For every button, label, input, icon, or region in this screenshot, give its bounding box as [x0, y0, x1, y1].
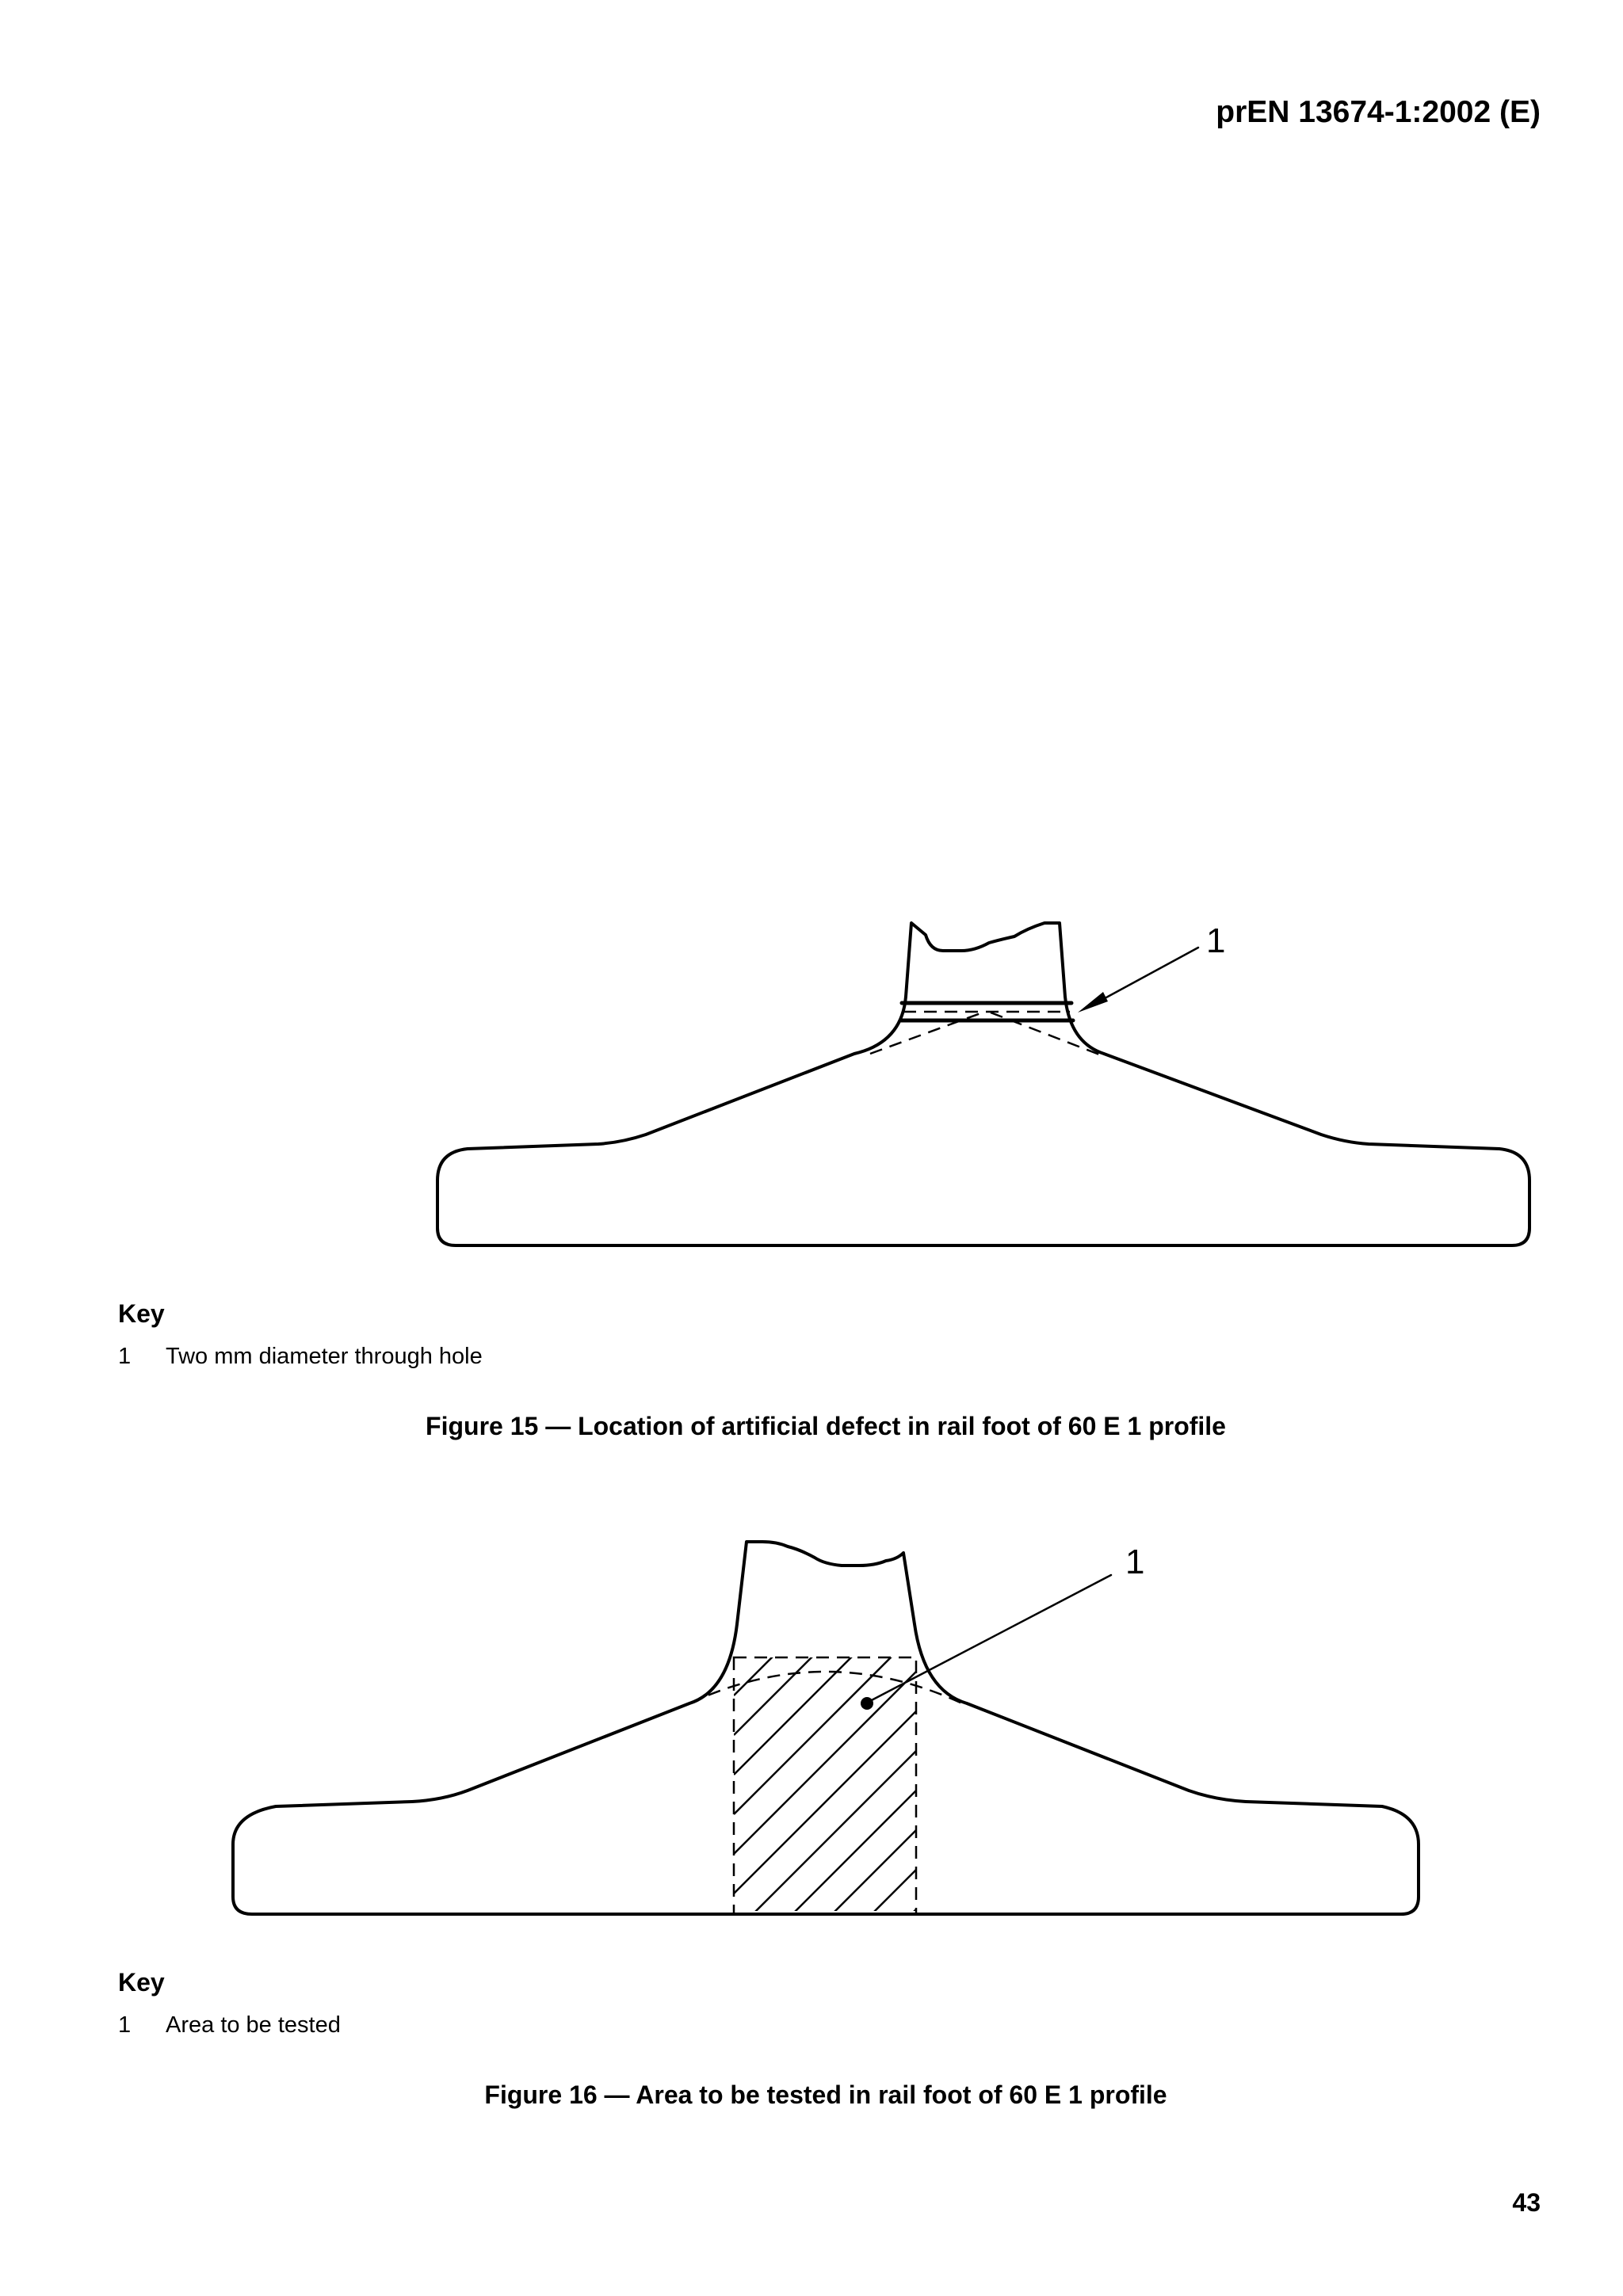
figure-16-callout-number: 1	[1125, 1543, 1145, 1581]
figure-16-drawing	[0, 1521, 1623, 1933]
page-number: 43	[1512, 2188, 1541, 2217]
figure-15-key-heading: Key	[118, 1299, 165, 1328]
figure-15-key-item	[118, 1344, 483, 1370]
fillet-dashed-arc	[689, 1672, 962, 1703]
figure-15-caption: Figure 15 — Location of artificial defect in rail foot of 60 E 1 profile	[426, 1412, 1226, 1440]
figure-16-key-item	[118, 2012, 341, 2039]
key-item-text: Two mm diameter through hole	[166, 1344, 483, 1369]
callout-leader-line	[869, 1575, 1111, 1702]
figure-16-key-heading: Key	[118, 1968, 165, 1997]
figure-15-drawing	[0, 903, 1623, 1268]
document-id: prEN 13674-1:2002 (E)	[1216, 95, 1541, 129]
key-item-number: 1	[118, 1344, 132, 1369]
rail-foot-outline	[437, 923, 1529, 1245]
figure-16-caption: Figure 16 — Area to be tested in rail foot of 60 E 1 profile	[484, 2081, 1167, 2109]
tested-area-hatching	[734, 1637, 1189, 1933]
figure-15-callout-number: 1	[1206, 921, 1226, 960]
key-item-number: 1	[118, 2012, 132, 2038]
key-item-text: Area to be tested	[166, 2012, 341, 2038]
callout-arrowhead	[1078, 992, 1108, 1013]
callout-point	[861, 1697, 873, 1710]
rail-foot-outline	[233, 1542, 1419, 1914]
